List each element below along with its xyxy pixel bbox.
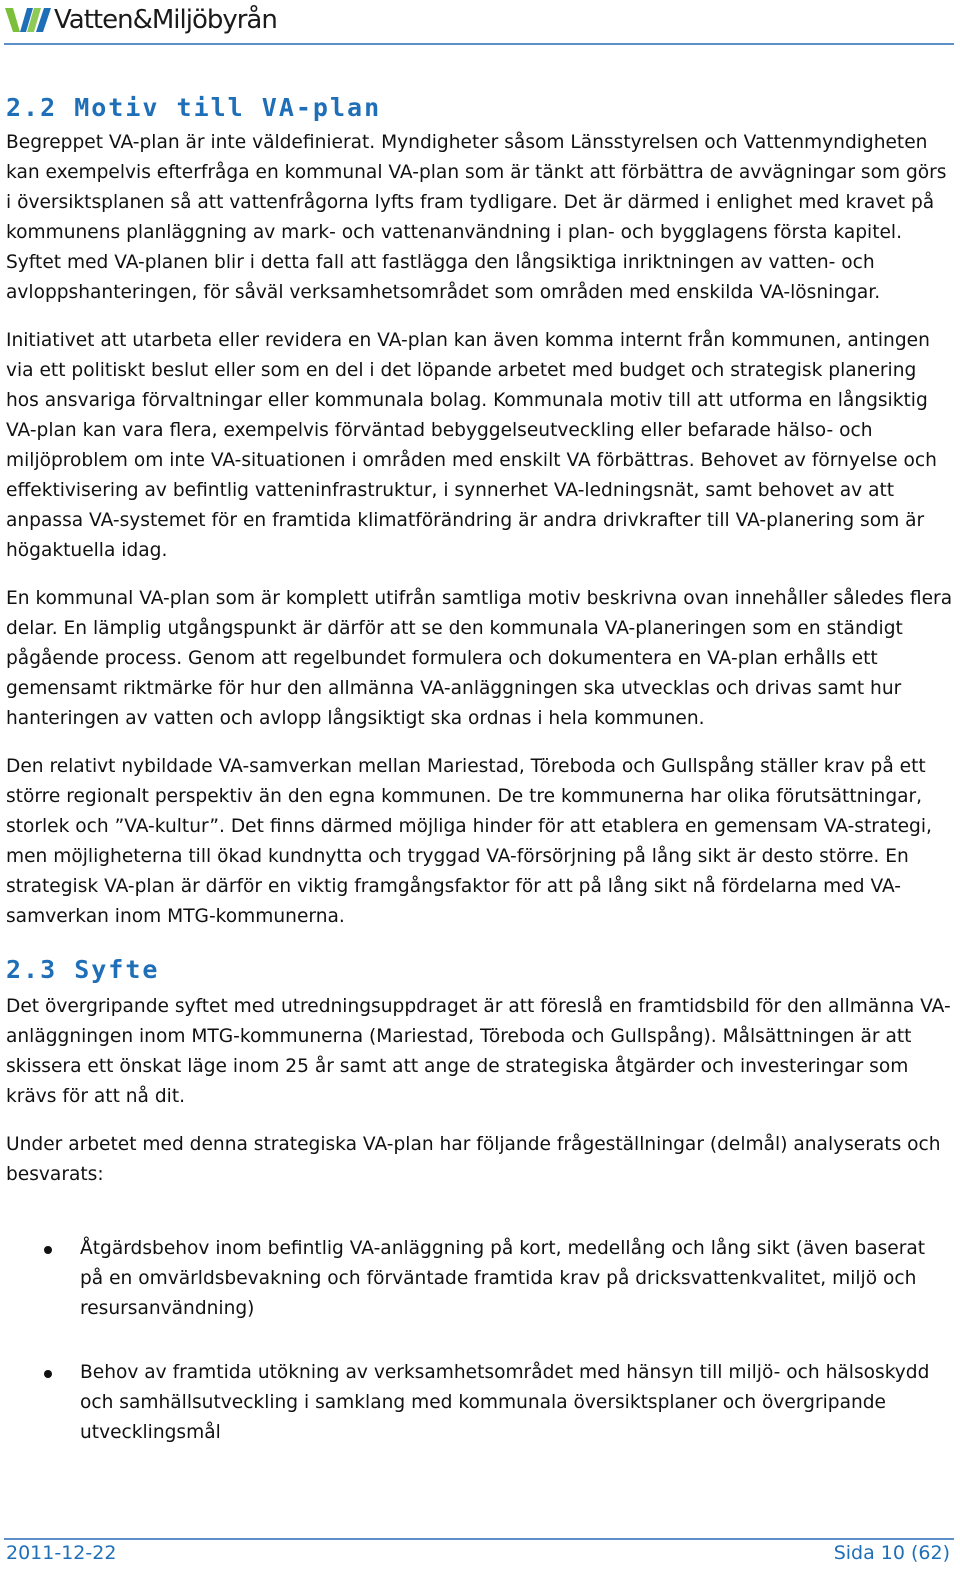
footer-date: 2011-12-22 <box>6 1542 117 1564</box>
section-heading-motiv: 2.2 Motiv till VA-plan <box>6 93 382 122</box>
logo-wave-icon <box>5 5 53 35</box>
page-header <box>0 0 960 46</box>
paragraph: Under arbetet med denna strategiska VA-plan har följande frågeställningar (delmål) analyserats och besvarats: <box>6 1134 941 1185</box>
list-item <box>6 1234 954 1324</box>
paragraph: Initiativet att utarbeta eller revidera en VA-plan kan även komma internt från kommunen, antingen via ett politiskt beslut eller som en del i det löpande arbetet med budget och strategisk planering hos ansvariga förvaltningar eller kommunala bolag. Kommunala motiv till att utforma en långsiktig VA-plan kan vara flera, exempelvis förväntad bebyggelseutveckling eller befarade hälso- och miljöproblem om inte VA-situationen i områden med enskilt VA förbättras. Behovet av förnyelse och effektivisering av befintlig vatteninfrastruktur, i synnerhet VA-ledningsnät, samt behovet av att anpassa VA-systemet för en framtida klimatförändring är andra drivkrafter till VA-planering som är högaktuella idag. <box>6 330 937 561</box>
bullet-list <box>6 1234 954 1448</box>
paragraph: Den relativt nybildade VA-samverkan mellan Mariestad, Töreboda och Gullspång ställer krav på ett större regionalt perspektiv än den egna kommunen. De tre kommunerna har olika förutsättningar, storlek och ”VA-kultur”. Det finns därmed möjliga hinder för att etablera en gemensam VA-strategi, men möjligheterna till ökad kundnytta och tryggad VA-försörjning på lång sikt är desto större. En strategisk VA-plan är därför en viktig framgångsfaktor för att på lång sikt nå fördelarna med VA-samverkan inom MTG-kommunerna. <box>6 756 932 927</box>
company-logo <box>5 2 277 38</box>
list-item <box>6 1358 954 1448</box>
paragraph: En kommunal VA-plan som är komplett utifrån samtliga motiv beskrivna ovan innehåller således flera delar. En lämplig utgångspunkt är därför att se den kommunala VA-planeringen som en ständigt pågående process. Genom att regelbundet formulera och dokumentera en VA-plan erhålls ett gemensamt riktmärke för hur den allmänna VA-anläggningen ska utvecklas och drivas samt hur hanteringen av vatten och avlopp långsiktigt ska ordnas i hela kommunen. <box>6 588 953 729</box>
paragraph: Det övergripande syftet med utredningsuppdraget är att föreslå en framtidsbild för den allmänna VA-anläggningen inom MTG-kommunerna (Mariestad, Töreboda och Gullspång). Målsättningen är att skissera ett önskat läge inom 25 år samt att ange de strategiska åtgärder och investeringar som krävs för att nå dit. <box>6 996 951 1107</box>
paragraph: Begreppet VA-plan är inte väldefinierat. Myndigheter såsom Länsstyrelsen och Vattenmyndigheten kan exempelvis efterfråga en kommunal VA-plan som är tänkt att förbättra de avvägningar som görs i översiktsplanen så att vattenfrågorna lyfts fram tydligare. Det är därmed i enlighet med kravet på kommunens planläggning av mark- och vattenanvändning i plan- och bygglagens första kapitel. Syftet med VA-planen blir i detta fall att fastlägga den långsiktiga inriktningen av vatten- och avloppshanteringen, för såväl verksamhetsområdet som områden med enskilda VA-lösningar. <box>6 132 947 303</box>
list-item-text: Åtgärdsbehov inom befintlig VA-anläggning på kort, medellång och lång sikt (även baserat på en omvärldsbevakning och förväntade framtida krav på dricksvattenkvalitet, miljö och resursanvändning) <box>80 1238 926 1319</box>
footer-divider <box>4 1538 954 1540</box>
list-item-text: Behov av framtida utökning av verksamhetsområdet med hänsyn till miljö- och hälsoskydd och samhällsutveckling i samklang med kommunala översiktsplaner och övergripande utvecklingsmål <box>80 1362 930 1443</box>
footer-page-number: Sida 10 (62) <box>833 1542 950 1564</box>
bullet-icon <box>44 1370 52 1378</box>
logo-text: Vatten&Miljöbyrån <box>54 5 277 35</box>
header-divider <box>4 43 954 45</box>
bullet-icon <box>44 1246 52 1254</box>
section-heading-syfte: 2.3 Syfte <box>6 955 160 984</box>
document-body <box>6 90 954 1482</box>
